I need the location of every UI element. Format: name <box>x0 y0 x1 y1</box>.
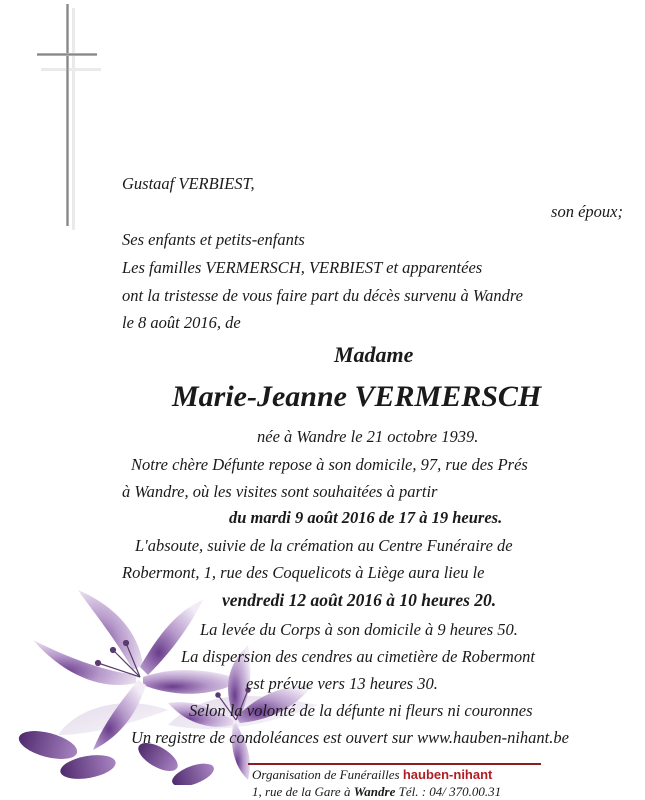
spouse-relation: son époux; <box>551 202 623 221</box>
footer-town: Wandre <box>353 784 396 799</box>
footer-divider <box>248 763 541 765</box>
footer-organisation <box>252 767 492 782</box>
dispersion-line-2: est prévue vers 13 heures 30. <box>246 674 438 693</box>
spouse-name: Gustaaf VERBIEST, <box>122 174 255 193</box>
footer-street: 1, rue de la Gare à <box>252 784 354 799</box>
dispersion-line-1: La dispersion des cendres au cimetière de Robermont <box>181 647 535 666</box>
date-line: le 8 août 2016, de <box>122 313 241 332</box>
visit-time: du mardi 9 août 2016 de 17 à 19 heures. <box>229 508 503 527</box>
deceased-name: Marie-Jeanne VERMERSCH <box>172 380 542 413</box>
footer-org-label: Organisation de Funérailles <box>252 767 403 782</box>
birth-line: née à Wandre le 21 octobre 1939. <box>257 427 479 446</box>
levee-line: La levée du Corps à son domicile à 9 heures 50. <box>200 620 518 639</box>
footer-phone: Tél. : 04/ 370.00.31 <box>395 784 502 799</box>
announcement-line: ont la tristesse de vous faire part du décès survenu à Wandre <box>122 286 523 305</box>
absoute-line-1: L'absoute, suivie de la crémation au Centre Funéraire de <box>135 536 513 555</box>
ceremony-time: vendredi 12 août 2016 à 10 heures 20. <box>222 590 497 610</box>
rest-line-1: Notre chère Défunte repose à son domicile, 97, rue des Prés <box>131 455 528 474</box>
footer-address <box>252 784 501 799</box>
brand-name: hauben-nihant <box>402 767 493 782</box>
salutation: Madame <box>334 342 414 367</box>
absoute-line-2: Robermont, 1, rue des Coquelicots à Liège aura lieu le <box>122 563 485 582</box>
register-line: Un registre de condoléances est ouvert sur www.hauben-nihant.be <box>131 728 569 747</box>
children-line: Ses enfants et petits-enfants <box>122 230 305 249</box>
families-line: Les familles VERMERSCH, VERBIEST et apparentées <box>122 258 483 277</box>
rest-line-2: à Wandre, où les visites sont souhaitées à partir <box>122 482 438 501</box>
wish-line: Selon la volonté de la défunte ni fleurs ni couronnes <box>189 701 533 720</box>
